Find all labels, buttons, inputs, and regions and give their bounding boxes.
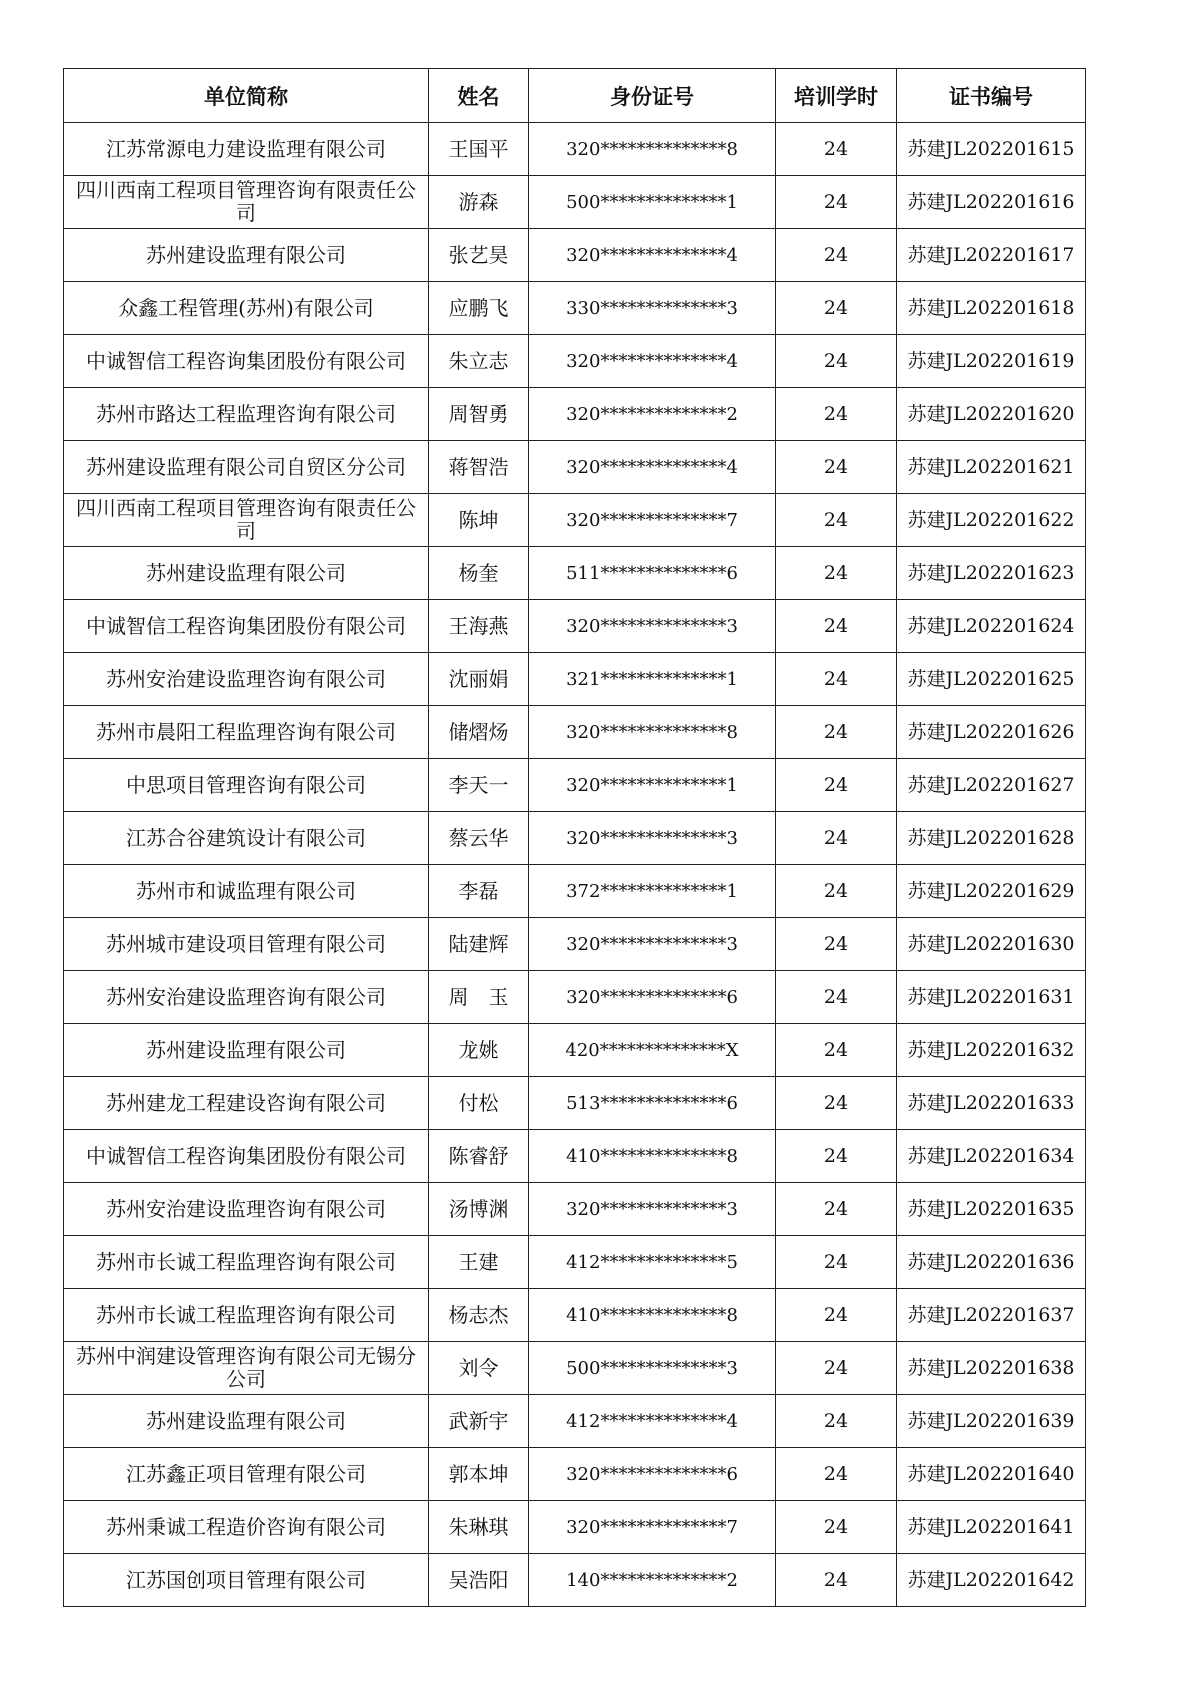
cell-training-hours: 24 — [776, 494, 897, 547]
table-row — [64, 706, 1086, 759]
cell-name: 沈丽娟 — [429, 653, 529, 706]
cell-id-number: 320**************4 — [529, 441, 776, 494]
cell-training-hours: 24 — [776, 1289, 897, 1342]
cell-certificate-no: 苏建JL202201634 — [897, 1130, 1086, 1183]
cell-unit: 四川西南工程项目管理咨询有限责任公司 — [64, 176, 429, 229]
cell-training-hours: 24 — [776, 1183, 897, 1236]
cell-id-number: 320**************8 — [529, 123, 776, 176]
table-row — [64, 441, 1086, 494]
cell-unit: 苏州建龙工程建设咨询有限公司 — [64, 1077, 429, 1130]
cell-certificate-no: 苏建JL202201616 — [897, 176, 1086, 229]
cell-certificate-no: 苏建JL202201629 — [897, 865, 1086, 918]
header-id-number: 身份证号 — [529, 69, 776, 123]
cell-certificate-no: 苏建JL202201615 — [897, 123, 1086, 176]
cell-certificate-no: 苏建JL202201626 — [897, 706, 1086, 759]
cell-unit: 中诚智信工程咨询集团股份有限公司 — [64, 335, 429, 388]
cell-id-number: 372**************1 — [529, 865, 776, 918]
table-row — [64, 812, 1086, 865]
table-row — [64, 1395, 1086, 1448]
cell-training-hours: 24 — [776, 1130, 897, 1183]
cell-certificate-no: 苏建JL202201622 — [897, 494, 1086, 547]
cell-id-number: 410**************8 — [529, 1289, 776, 1342]
header-training-hours: 培训学时 — [776, 69, 897, 123]
cell-name: 储熠炀 — [429, 706, 529, 759]
table-row — [64, 123, 1086, 176]
cell-name: 陆建辉 — [429, 918, 529, 971]
cell-id-number: 320**************4 — [529, 335, 776, 388]
cell-id-number: 320**************8 — [529, 706, 776, 759]
cell-name: 陈睿舒 — [429, 1130, 529, 1183]
cell-certificate-no: 苏建JL202201639 — [897, 1395, 1086, 1448]
cell-training-hours: 24 — [776, 176, 897, 229]
cell-name: 杨奎 — [429, 547, 529, 600]
cell-name: 周智勇 — [429, 388, 529, 441]
cell-id-number: 320**************1 — [529, 759, 776, 812]
table-row — [64, 1448, 1086, 1501]
cell-id-number: 412**************4 — [529, 1395, 776, 1448]
table-row — [64, 1077, 1086, 1130]
cell-name: 李天一 — [429, 759, 529, 812]
header-certificate-no: 证书编号 — [897, 69, 1086, 123]
table-row — [64, 918, 1086, 971]
cell-name: 李磊 — [429, 865, 529, 918]
cell-certificate-no: 苏建JL202201627 — [897, 759, 1086, 812]
cell-id-number: 320**************7 — [529, 1501, 776, 1554]
certificate-table — [63, 68, 1086, 1607]
cell-id-number: 321**************1 — [529, 653, 776, 706]
cell-name: 周 玉 — [429, 971, 529, 1024]
cell-training-hours: 24 — [776, 441, 897, 494]
cell-name: 陈坤 — [429, 494, 529, 547]
cell-id-number: 320**************3 — [529, 918, 776, 971]
cell-training-hours: 24 — [776, 759, 897, 812]
cell-name: 刘令 — [429, 1342, 529, 1395]
table-row — [64, 494, 1086, 547]
cell-name: 游森 — [429, 176, 529, 229]
cell-certificate-no: 苏建JL202201621 — [897, 441, 1086, 494]
cell-certificate-no: 苏建JL202201638 — [897, 1342, 1086, 1395]
cell-name: 张艺昊 — [429, 229, 529, 282]
cell-training-hours: 24 — [776, 1236, 897, 1289]
table-row — [64, 600, 1086, 653]
table-row — [64, 1554, 1086, 1607]
cell-certificate-no: 苏建JL202201631 — [897, 971, 1086, 1024]
cell-certificate-no: 苏建JL202201618 — [897, 282, 1086, 335]
cell-name: 汤博渊 — [429, 1183, 529, 1236]
cell-id-number: 420**************X — [529, 1024, 776, 1077]
cell-certificate-no: 苏建JL202201640 — [897, 1448, 1086, 1501]
cell-certificate-no: 苏建JL202201624 — [897, 600, 1086, 653]
cell-unit: 苏州建设监理有限公司 — [64, 547, 429, 600]
cell-certificate-no: 苏建JL202201625 — [897, 653, 1086, 706]
table-row — [64, 1501, 1086, 1554]
cell-training-hours: 24 — [776, 388, 897, 441]
cell-name: 付松 — [429, 1077, 529, 1130]
cell-unit: 苏州城市建设项目管理有限公司 — [64, 918, 429, 971]
cell-unit: 苏州安治建设监理咨询有限公司 — [64, 653, 429, 706]
cell-certificate-no: 苏建JL202201620 — [897, 388, 1086, 441]
cell-name: 杨志杰 — [429, 1289, 529, 1342]
cell-certificate-no: 苏建JL202201636 — [897, 1236, 1086, 1289]
cell-training-hours: 24 — [776, 600, 897, 653]
cell-name: 蒋智浩 — [429, 441, 529, 494]
table-row — [64, 229, 1086, 282]
cell-unit: 苏州市长诚工程监理咨询有限公司 — [64, 1289, 429, 1342]
table-row — [64, 176, 1086, 229]
cell-unit: 江苏国创项目管理有限公司 — [64, 1554, 429, 1607]
cell-unit: 江苏合谷建筑设计有限公司 — [64, 812, 429, 865]
cell-id-number: 320**************3 — [529, 600, 776, 653]
table-row — [64, 653, 1086, 706]
cell-unit: 苏州市路达工程监理咨询有限公司 — [64, 388, 429, 441]
cell-training-hours: 24 — [776, 335, 897, 388]
cell-training-hours: 24 — [776, 971, 897, 1024]
cell-unit: 苏州市长诚工程监理咨询有限公司 — [64, 1236, 429, 1289]
cell-training-hours: 24 — [776, 812, 897, 865]
cell-id-number: 500**************1 — [529, 176, 776, 229]
cell-unit: 中诚智信工程咨询集团股份有限公司 — [64, 600, 429, 653]
cell-unit: 江苏常源电力建设监理有限公司 — [64, 123, 429, 176]
cell-unit: 苏州建设监理有限公司 — [64, 1395, 429, 1448]
table-row — [64, 1130, 1086, 1183]
cell-id-number: 320**************6 — [529, 971, 776, 1024]
cell-unit: 苏州安治建设监理咨询有限公司 — [64, 1183, 429, 1236]
cell-id-number: 320**************6 — [529, 1448, 776, 1501]
cell-name: 郭本坤 — [429, 1448, 529, 1501]
cell-unit: 苏州安治建设监理咨询有限公司 — [64, 971, 429, 1024]
table-header — [64, 69, 1086, 123]
table-row — [64, 1342, 1086, 1395]
cell-id-number: 410**************8 — [529, 1130, 776, 1183]
cell-id-number: 320**************3 — [529, 812, 776, 865]
cell-training-hours: 24 — [776, 1448, 897, 1501]
cell-id-number: 140**************2 — [529, 1554, 776, 1607]
cell-training-hours: 24 — [776, 653, 897, 706]
cell-certificate-no: 苏建JL202201637 — [897, 1289, 1086, 1342]
cell-id-number: 320**************4 — [529, 229, 776, 282]
table-row — [64, 1183, 1086, 1236]
cell-certificate-no: 苏建JL202201642 — [897, 1554, 1086, 1607]
cell-id-number: 330**************3 — [529, 282, 776, 335]
table-row — [64, 759, 1086, 812]
cell-unit: 四川西南工程项目管理咨询有限责任公司 — [64, 494, 429, 547]
cell-unit: 苏州秉诚工程造价咨询有限公司 — [64, 1501, 429, 1554]
table-row — [64, 547, 1086, 600]
cell-training-hours: 24 — [776, 1501, 897, 1554]
cell-training-hours: 24 — [776, 1024, 897, 1077]
cell-id-number: 513**************6 — [529, 1077, 776, 1130]
cell-name: 应鹏飞 — [429, 282, 529, 335]
cell-name: 武新宇 — [429, 1395, 529, 1448]
cell-training-hours: 24 — [776, 229, 897, 282]
cell-name: 朱琳琪 — [429, 1501, 529, 1554]
cell-id-number: 511**************6 — [529, 547, 776, 600]
cell-id-number: 500**************3 — [529, 1342, 776, 1395]
cell-unit: 苏州市晨阳工程监理咨询有限公司 — [64, 706, 429, 759]
cell-unit: 苏州建设监理有限公司 — [64, 229, 429, 282]
cell-certificate-no: 苏建JL202201619 — [897, 335, 1086, 388]
cell-unit: 苏州建设监理有限公司 — [64, 1024, 429, 1077]
cell-certificate-no: 苏建JL202201623 — [897, 547, 1086, 600]
cell-id-number: 320**************7 — [529, 494, 776, 547]
cell-name: 龙姚 — [429, 1024, 529, 1077]
cell-name: 朱立志 — [429, 335, 529, 388]
table-row — [64, 335, 1086, 388]
cell-training-hours: 24 — [776, 282, 897, 335]
cell-certificate-no: 苏建JL202201635 — [897, 1183, 1086, 1236]
cell-certificate-no: 苏建JL202201632 — [897, 1024, 1086, 1077]
cell-unit: 苏州市和诚监理有限公司 — [64, 865, 429, 918]
certificate-table-container — [63, 68, 1086, 1607]
cell-unit: 中诚智信工程咨询集团股份有限公司 — [64, 1130, 429, 1183]
cell-id-number: 320**************2 — [529, 388, 776, 441]
header-name: 姓名 — [429, 69, 529, 123]
cell-unit: 众鑫工程管理(苏州)有限公司 — [64, 282, 429, 335]
table-row — [64, 1289, 1086, 1342]
cell-id-number: 412**************5 — [529, 1236, 776, 1289]
table-row — [64, 388, 1086, 441]
cell-certificate-no: 苏建JL202201633 — [897, 1077, 1086, 1130]
cell-training-hours: 24 — [776, 547, 897, 600]
cell-training-hours: 24 — [776, 865, 897, 918]
table-row — [64, 1024, 1086, 1077]
table-row — [64, 282, 1086, 335]
cell-name: 王建 — [429, 1236, 529, 1289]
header-unit: 单位简称 — [64, 69, 429, 123]
header-row — [64, 69, 1086, 123]
cell-unit: 苏州中润建设管理咨询有限公司无锡分公司 — [64, 1342, 429, 1395]
cell-name: 王国平 — [429, 123, 529, 176]
cell-training-hours: 24 — [776, 1342, 897, 1395]
cell-name: 蔡云华 — [429, 812, 529, 865]
table-row — [64, 971, 1086, 1024]
cell-training-hours: 24 — [776, 1077, 897, 1130]
cell-training-hours: 24 — [776, 123, 897, 176]
cell-id-number: 320**************3 — [529, 1183, 776, 1236]
cell-certificate-no: 苏建JL202201617 — [897, 229, 1086, 282]
cell-certificate-no: 苏建JL202201628 — [897, 812, 1086, 865]
cell-training-hours: 24 — [776, 706, 897, 759]
cell-training-hours: 24 — [776, 1554, 897, 1607]
cell-name: 王海燕 — [429, 600, 529, 653]
table-body — [64, 123, 1086, 1607]
table-row — [64, 1236, 1086, 1289]
cell-unit: 苏州建设监理有限公司自贸区分公司 — [64, 441, 429, 494]
cell-certificate-no: 苏建JL202201630 — [897, 918, 1086, 971]
cell-certificate-no: 苏建JL202201641 — [897, 1501, 1086, 1554]
cell-unit: 中思项目管理咨询有限公司 — [64, 759, 429, 812]
cell-training-hours: 24 — [776, 918, 897, 971]
table-row — [64, 865, 1086, 918]
cell-training-hours: 24 — [776, 1395, 897, 1448]
cell-unit: 江苏鑫正项目管理有限公司 — [64, 1448, 429, 1501]
cell-name: 吴浩阳 — [429, 1554, 529, 1607]
